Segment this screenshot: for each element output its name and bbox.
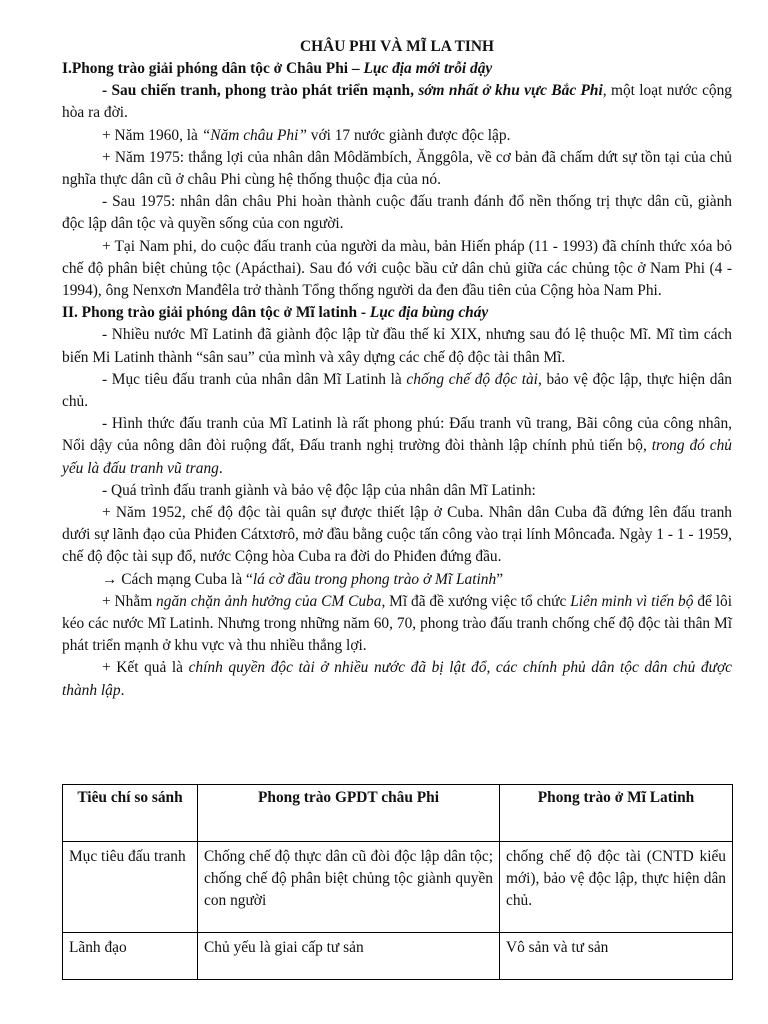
section-1-heading-italic: Lục địa mới trỗi dậy	[363, 60, 493, 77]
text-run: , Mĩ đã đề xướng việc tổ chức	[381, 592, 571, 610]
text-run: .	[120, 681, 125, 699]
text-run: - Mục tiêu đấu tranh của nhân dân Mĩ Latinh là	[102, 370, 407, 388]
text-run: , bảo vệ độc lập, thực hiện dân chủ.	[62, 370, 732, 411]
section-2-heading-italic: Lục địa bùng cháy	[369, 304, 489, 322]
section-2-paragraph	[62, 591, 732, 658]
text-run: - Sau chiến tranh, phong trào phát triển mạnh,	[102, 82, 419, 100]
text-emphasis: sớm nhất ở khu vực Bắc Phi	[418, 82, 603, 100]
text-run: với 17 nước giành được độc lập.	[306, 126, 511, 144]
table-row	[63, 933, 733, 980]
text-emphasis: “Năm châu Phi”	[201, 126, 307, 144]
section-2-paragraph: + Năm 1952, chế độ độc tài quân sự được thiết lập ở Cuba. Nhân dân Cuba đã đứng lên đấu tranh dưới sự lãnh đạo của Phiđen Cátxtơrô, mở đầu bằng cuộc tấn công vào trại lính Môncađa. Ngày 1 - 1 - 1959, chế độ độc tài sụp đổ, nước Cộng hòa Cuba ra đời do Phiđen đứng đầu.	[62, 504, 732, 566]
text-emphasis: chống chế độ độc tài	[406, 370, 538, 388]
table-cell: Chủ yếu là giai cấp tư sản	[198, 933, 500, 980]
text-emphasis: ngăn chặn ảnh hưởng của CM Cuba	[156, 592, 382, 610]
text-run: .	[218, 459, 223, 477]
section-1-paragraph	[62, 80, 732, 124]
table-header-cell: Phong trào ở Mĩ Latinh	[500, 785, 733, 842]
table-cell: Mục tiêu đấu tranh	[63, 842, 198, 933]
text-emphasis: trong đó chủ yếu là đấu tranh vũ trang	[62, 437, 733, 477]
section-1-paragraph: + Năm 1975: thắng lợi của nhân dân Môdămbích, Ănggôla, về cơ bản đã chấm dứt sự tồn tại của chủ nghĩa thực dân cũ ở châu Phi cùng hệ thống thuộc địa của nó.	[62, 148, 732, 189]
comparison-table	[62, 784, 733, 980]
table-row	[63, 842, 733, 933]
document-page	[62, 0, 733, 956]
text-run: + Năm 1960, là	[102, 126, 202, 144]
section-1-paragraph: - Sau 1975: nhân dân châu Phi hoàn thành cuộc đấu tranh đánh đổ nền thống trị thực dân cũ, giành độc lập dân tộc và quyền sống của con người.	[62, 193, 732, 233]
section-1-paragraph: + Tại Nam phi, do cuộc đấu tranh của người da màu, bản Hiến pháp (11 - 1993) đã chính thức xóa bỏ chế độ phân biệt chủng tộc (Apácthai). Sau đó với cuộc bầu cử dân chủ giữa các chủng tộc ở Nam Phi (4 - 1994), ông Nenxơn Manđêla trở thành Tổng thống người da đen đầu tiên của Cộng hòa Nam Phi.	[62, 237, 732, 300]
table-header-cell: Tiêu chí so sánh	[63, 785, 198, 842]
document-title: CHÂU PHI VÀ MĨ LA TINH	[300, 38, 494, 55]
text-emphasis: lá cờ đầu trong phong trào ở Mĩ Latinh	[252, 570, 497, 588]
text-run: + Nhằm	[102, 592, 157, 610]
text-run: , một loạt nước cộng hòa ra đời.	[62, 82, 732, 122]
section-1-heading	[62, 58, 732, 80]
section-2-paragraph	[62, 657, 732, 701]
section-2-paragraph: - Quá trình đấu tranh giành và bảo vệ độc lập của nhân dân Mĩ Latinh:	[102, 481, 536, 499]
table-cell: Vô sản và tư sản	[500, 933, 733, 980]
text-run: ”	[496, 570, 504, 588]
table-header-row	[63, 785, 733, 842]
section-2-heading	[62, 302, 732, 324]
text-emphasis: chính quyền độc tài ở nhiều nước đã bị lật đổ, các chính phủ dân tộc dân chủ được thành lập	[62, 659, 732, 699]
section-2-paragraph	[62, 413, 732, 480]
table-header-cell: Phong trào GPDT châu Phi	[198, 785, 500, 842]
table-cell: Lãnh đạo	[63, 933, 198, 980]
arrow-icon: →	[102, 570, 118, 588]
section-1-paragraph	[62, 125, 732, 147]
table-cell: Chống chế độ thực dân cũ đòi độc lập dân tộc; chống chế độ phân biệt chủng tộc giành quyền con người	[198, 842, 500, 933]
section-2-heading-text: II. Phong trào giải phóng dân tộc ở Mĩ latinh -	[62, 304, 370, 322]
section-2-paragraph	[62, 369, 732, 413]
text-run: Cách mạng Cuba là “	[117, 570, 253, 588]
table-cell: chống chế độ độc tài (CNTD kiểu mới), bảo vệ độc lập, thực hiện dân chủ.	[500, 842, 733, 933]
section-2-paragraph: - Nhiều nước Mĩ Latinh đã giành độc lập từ đầu thế kỉ XIX, nhưng sau đó lệ thuộc Mĩ. Mĩ tìm cách biến Mi Latinh thành “sân sau” của mình và xây dựng các chế độ độc tài thân Mĩ.	[62, 326, 732, 366]
section-2-paragraph	[62, 569, 732, 591]
text-emphasis: Liên minh vì tiến bộ	[570, 592, 694, 610]
text-run: để lôi kéo các nước Mĩ Latinh. Nhưng trong những năm 60, 70, phong trào đấu tranh chống chế độ độc tài thân Mĩ phát triển mạnh ở khu vực và thu nhiều thắng lợi.	[62, 592, 732, 655]
text-run: - Hình thức đấu tranh của Mĩ Latinh là rất phong phú: Đấu tranh vũ trang, Bãi công của công nhân, Nổi dậy của nông dân đòi ruộng đất, Đấu tranh nghị trường đòi thành lập chính phủ tiến bộ,	[62, 415, 732, 455]
section-1-heading-text: I.Phong trào giải phóng dân tộc ở Châu Phi –	[62, 60, 364, 77]
text-run: + Kết quả là	[102, 659, 189, 677]
